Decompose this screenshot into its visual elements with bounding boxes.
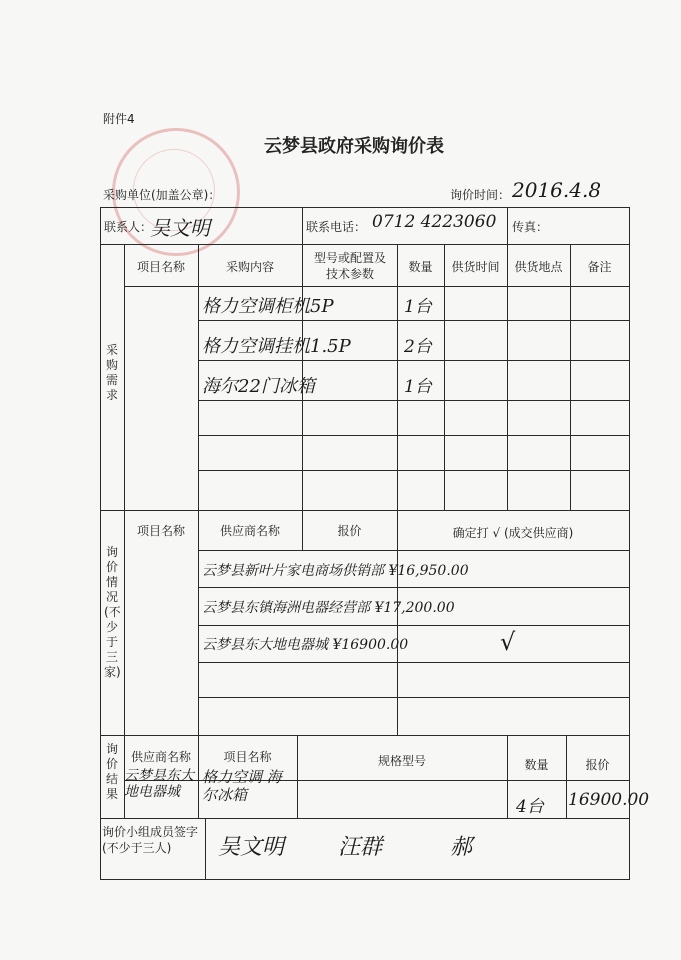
demand-row-qty: 1台 xyxy=(404,297,432,317)
result-header-supplier: 供应商名称 xyxy=(130,750,191,764)
result-price-value: 16900.00 xyxy=(568,790,650,810)
signature-label: 询价小组成员签字(不少于三人) xyxy=(102,825,199,855)
contact-phone-value: 0712 4223060 xyxy=(372,212,497,232)
demand-header-delivery-place: 供货地点 xyxy=(514,260,563,274)
demand-header-spec: 型号或配置及技术参数 xyxy=(313,251,386,281)
result-header-qty: 数量 xyxy=(524,758,549,772)
demand-header-project: 项目名称 xyxy=(136,260,185,274)
inquiry-row-entry: 云梦县东大地电器城 ¥16900.00 xyxy=(202,637,409,653)
inquiry-section-label: 询价情况(不少于三家) xyxy=(104,545,121,679)
inquiry-header-project: 项目名称 xyxy=(136,524,185,538)
demand-row-qty: 1台 xyxy=(404,377,432,397)
selected-check-mark: √ xyxy=(500,628,516,656)
signature-name: 汪群 xyxy=(338,835,383,860)
purchase-unit-label: 采购单位(加盖公章)： xyxy=(103,188,221,202)
inquiry-row-entry: 云梦县东镇海洲电器经营部 ¥17,200.00 xyxy=(202,600,455,616)
result-header-price: 报价 xyxy=(585,758,610,772)
inquiry-time-label: 询价时间： xyxy=(450,188,511,202)
inquiry-row-entry: 云梦县新叶片家电商场供销部 ¥16,950.00 xyxy=(202,563,469,579)
attachment-label: 附件4 xyxy=(103,112,135,126)
demand-row-content: 海尔22门冰箱 xyxy=(202,376,315,397)
signature-name: 郝 xyxy=(450,835,473,860)
fax-label: 传真： xyxy=(512,220,549,234)
result-supplier-value: 云梦县东大地电器城 xyxy=(124,768,194,800)
inquiry-time-value: 2016.4.8 xyxy=(512,178,602,202)
result-project-value: 格力空调 海尔冰箱 xyxy=(202,768,282,804)
demand-row-content: 格力空调挂机1.5P xyxy=(202,336,351,357)
demand-section-label: 采购需求 xyxy=(105,343,118,402)
contact-person-label: 联系人： xyxy=(104,220,153,234)
page-title: 云梦县政府采购询价表 xyxy=(264,136,444,157)
demand-header-qty: 数量 xyxy=(408,260,433,274)
contact-person-value: 吴文明 xyxy=(150,216,210,240)
result-header-spec: 规格型号 xyxy=(377,754,426,768)
signature-name: 吴文明 xyxy=(218,835,285,860)
contact-phone-label: 联系电话： xyxy=(306,220,367,234)
result-section-label: 询价结果 xyxy=(105,742,118,801)
result-header-project: 项目名称 xyxy=(223,750,272,764)
demand-row-content: 格力空调柜机5P xyxy=(202,296,334,317)
inquiry-header-supplier: 供应商名称 xyxy=(219,524,280,538)
demand-header-content: 采购内容 xyxy=(225,260,274,274)
inquiry-header-selected: 确定打 √ (成交供应商) xyxy=(452,526,574,540)
demand-header-remark: 备注 xyxy=(587,260,612,274)
demand-row-qty: 2台 xyxy=(404,337,432,357)
result-qty-value: 4台 xyxy=(516,797,544,817)
inquiry-header-price: 报价 xyxy=(337,524,362,538)
demand-header-delivery-time: 供货时间 xyxy=(451,260,500,274)
